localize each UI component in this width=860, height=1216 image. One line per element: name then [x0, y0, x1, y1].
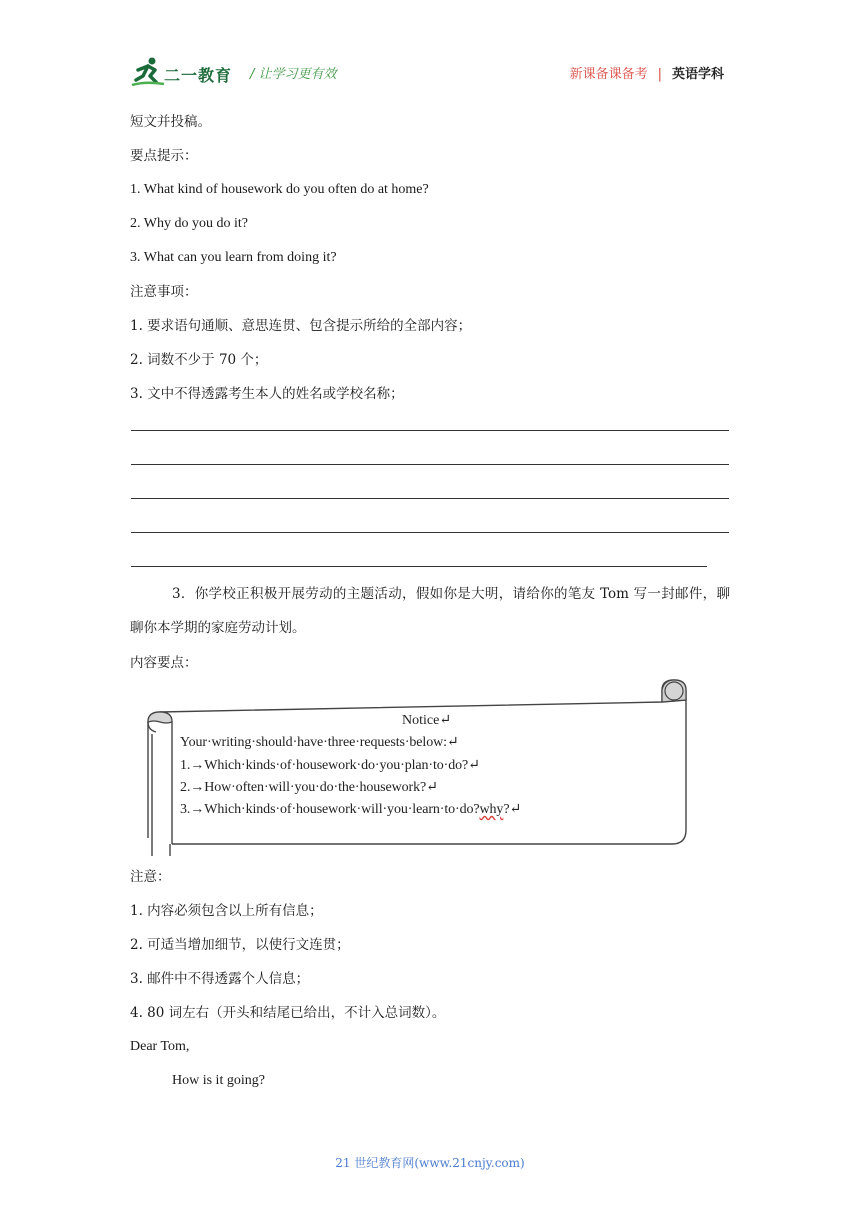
answer-line[interactable] [131, 498, 729, 499]
answer-line[interactable] [131, 566, 707, 567]
notice-q2: 2.→How·often·will·you·do·the·housework?↵ [180, 780, 438, 795]
logo [130, 54, 242, 90]
content-title: 内容要点： [130, 655, 198, 671]
slogan: / 让学习更有效 [250, 67, 337, 82]
notice-q3 [180, 801, 521, 818]
answer-line[interactable] [131, 532, 729, 533]
email-opening: How is it going? [172, 1073, 265, 1088]
point-2: 2. Why do you do it? [130, 216, 248, 231]
header-subject-label: 英语学科 [671, 67, 724, 82]
header-separator: | [657, 67, 662, 82]
task2-tail: 短文并投稿。 [130, 114, 211, 130]
page-header [130, 54, 730, 90]
notice-title: Notice↵ [402, 713, 452, 728]
task3-notes-title: 注意： [130, 869, 171, 885]
notice-q1: 1.→Which·kinds·of·housework·do·you·plan·to·do?↵ [180, 758, 480, 773]
note-2: 2. 词数不少于 70 个； [130, 352, 268, 368]
answer-line[interactable] [131, 430, 729, 431]
notice-scroll [140, 678, 696, 864]
task3-note-2: 2. 可适当增加细节，以使行文连贯； [130, 937, 350, 953]
logo-text: 二一教育 [164, 66, 233, 85]
notice-q3-main: 3.→Which·kinds·of·housework·will·you·learn·to·do? [180, 802, 480, 817]
points-title: 要点提示： [130, 148, 198, 164]
page-footer[interactable]: 21 世纪教育网(www.21cnjy.com) [335, 1156, 525, 1170]
point-1: 1. What kind of housework do you often do at home? [130, 182, 429, 197]
salutation: Dear Tom, [130, 1039, 190, 1054]
notice-intro: Your·writing·should·have·three·requests·below:↵ [180, 735, 459, 750]
notice-q3-end: ?↵ [503, 802, 522, 817]
note-1: 1. 要求语句通顺、意思连贯、包含提示所给的全部内容； [130, 318, 472, 334]
header-course-label: 新课备课备考 [569, 67, 648, 82]
header-subject [570, 63, 724, 82]
task3-note-4: 4. 80 词左右（开头和结尾已给出，不计入总词数）。 [130, 1005, 446, 1021]
point-3: 3. What can you learn from doing it? [130, 250, 337, 265]
notes-title: 注意事项： [130, 284, 198, 300]
notice-q3-why: why [479, 802, 504, 817]
task3-note-3: 3. 邮件中不得透露个人信息； [130, 971, 310, 987]
task3-prompt: 3．你学校正积极开展劳动的主题活动，假如你是大明，请给你的笔友 Tom 写一封邮件，聊聊你本学期的家庭劳动计划。 [130, 586, 730, 636]
runner-logo-icon [130, 54, 166, 90]
task3-note-1: 1. 内容必须包含以上所有信息； [130, 903, 323, 919]
answer-line[interactable] [131, 464, 729, 465]
note-3: 3. 文中不得透露考生本人的姓名或学校名称； [130, 386, 404, 402]
